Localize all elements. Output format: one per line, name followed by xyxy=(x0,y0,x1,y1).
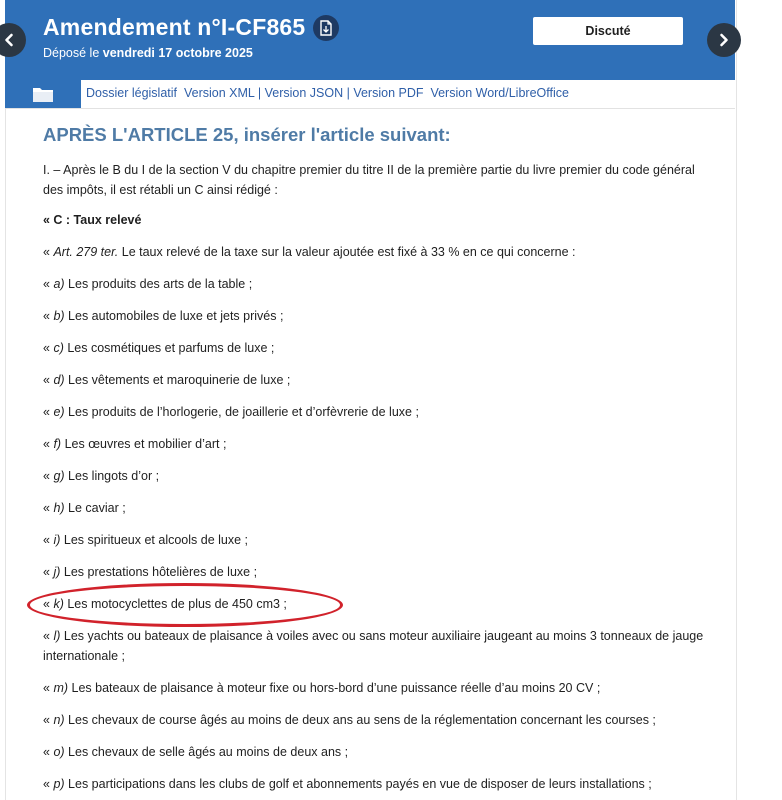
link-version-word[interactable]: Version Word/LibreOffice xyxy=(430,86,569,100)
list-item-text: Les chevaux de selle âgés au moins de deux ans ; xyxy=(68,745,349,759)
quote-mark: « xyxy=(43,245,54,259)
list-item xyxy=(43,626,711,666)
folder-button[interactable] xyxy=(5,80,81,108)
article-text: Le taux relevé de la taxe sur la valeur ajoutée est fixé à 33 % en ce qui concerne : xyxy=(118,245,576,259)
list-item xyxy=(43,338,711,358)
list-item-marker: d) xyxy=(53,373,65,387)
list-item-marker: h) xyxy=(53,501,65,515)
quote-mark: « xyxy=(43,597,54,611)
section-title-text: « C : Taux relevé xyxy=(43,213,142,227)
list-item-text: Le caviar ; xyxy=(68,501,126,515)
list-item-text: Les participations dans les clubs de golf et abonnements payés en vue de disposer de leurs installations ; xyxy=(68,777,652,791)
list-item xyxy=(43,434,711,454)
list-item-text: Les vêtements et maroquinerie de luxe ; xyxy=(68,373,291,387)
pdf-download-icon[interactable] xyxy=(313,15,339,41)
list-item-marker: e) xyxy=(53,405,65,419)
list-item-text: Les cosmétiques et parfums de luxe ; xyxy=(67,341,275,355)
list-item-text: Les automobiles de luxe et jets privés ; xyxy=(68,309,284,323)
list-item-marker: i) xyxy=(53,533,61,547)
list-item xyxy=(43,562,711,582)
quote-mark: « xyxy=(43,405,54,419)
link-version-xml[interactable]: Version XML xyxy=(183,86,255,100)
list-item xyxy=(43,774,711,794)
quote-mark: « xyxy=(43,777,54,791)
quote-mark: « xyxy=(43,309,54,323)
folder-icon xyxy=(32,85,54,103)
deposit-date-value: vendredi 17 octobre 2025 xyxy=(102,46,253,60)
list-item xyxy=(43,402,711,422)
list-item-marker: a) xyxy=(53,277,65,291)
article-label: Art. 279 ter. xyxy=(53,245,119,259)
quote-mark: « xyxy=(43,713,54,727)
list-item-marker: n) xyxy=(53,713,65,727)
list-item xyxy=(43,306,711,326)
status-button[interactable]: Discuté xyxy=(533,17,683,45)
list-item-text: Les lingots d’or ; xyxy=(68,469,160,483)
quote-mark: « xyxy=(43,629,54,643)
quote-mark: « xyxy=(43,341,54,355)
list-item xyxy=(43,710,711,730)
quote-mark: « xyxy=(43,565,54,579)
list-item xyxy=(43,466,711,486)
version-links xyxy=(86,86,569,100)
quote-mark: « xyxy=(43,373,54,387)
link-separator: | xyxy=(257,86,262,100)
list-item-marker: b) xyxy=(53,309,65,323)
chevron-left-icon xyxy=(2,33,16,47)
quote-mark: « xyxy=(43,277,54,291)
list-item-text: Les spiritueux et alcools de luxe ; xyxy=(63,533,249,547)
list-item xyxy=(43,742,711,762)
link-version-json[interactable]: Version JSON xyxy=(264,86,344,100)
section-title xyxy=(43,210,711,230)
list-item-text: Les chevaux de course âgés au moins de deux ans au sens de la réglementation concernant les courses ; xyxy=(68,713,656,727)
list-item-marker: g) xyxy=(53,469,65,483)
list-item-text: Les produits des arts de la table ; xyxy=(68,277,253,291)
list-item-marker: m) xyxy=(53,681,69,695)
quote-mark: « xyxy=(43,533,54,547)
document-links-bar xyxy=(5,80,735,109)
list-item-text: Les produits de l’horlogerie, de joaillerie et d’orfèvrerie de luxe ; xyxy=(68,405,419,419)
list-item-text: Les motocyclettes de plus de 450 cm3 ; xyxy=(67,597,287,611)
list-item-marker: j) xyxy=(53,565,61,579)
list-item xyxy=(43,594,711,614)
quote-mark: « xyxy=(43,501,54,515)
chevron-right-icon xyxy=(717,33,731,47)
list-item xyxy=(43,530,711,550)
list-item-text: Les prestations hôtelières de luxe ; xyxy=(63,565,258,579)
list-item xyxy=(43,498,711,518)
link-version-pdf[interactable]: Version PDF xyxy=(353,86,424,100)
list-item-marker: f) xyxy=(53,437,62,451)
page-title: Amendement n°I-CF865 xyxy=(43,14,306,40)
list-item-marker: p) xyxy=(53,777,65,791)
amendment-header xyxy=(5,0,735,80)
next-amendment-button[interactable] xyxy=(707,23,741,57)
list-item xyxy=(43,274,711,294)
list-item-text: Les yachts ou bateaux de plaisance à voiles avec ou sans moteur auxiliaire jaugeant au moins 3 tonneaux de jauge internationale ; xyxy=(43,629,704,663)
deposit-prefix: Déposé le xyxy=(43,46,100,60)
link-separator: | xyxy=(346,86,350,100)
quote-mark: « xyxy=(43,437,54,451)
article-intro xyxy=(43,242,711,262)
quote-mark: « xyxy=(43,469,54,483)
list-item-text: Les œuvres et mobilier d’art ; xyxy=(64,437,227,451)
link-dossier-legislatif[interactable]: Dossier législatif xyxy=(86,86,178,100)
list-item-marker: o) xyxy=(53,745,65,759)
quote-mark: « xyxy=(43,745,54,759)
list-item xyxy=(43,678,711,698)
amendment-heading: APRÈS L'ARTICLE 25, insérer l'article suivant: xyxy=(43,124,451,145)
list-item-marker: l) xyxy=(53,629,61,643)
title-row xyxy=(43,14,339,41)
list-item-text: Les bateaux de plaisance à moteur fixe ou hors-bord d’une puissance réelle d’au moins 20 CV ; xyxy=(71,681,601,695)
list-item-marker: k) xyxy=(53,597,64,611)
intro-paragraph: I. – Après le B du I de la section V du chapitre premier du titre II de la première partie du livre premier du code général des impôts, il est rétabli un C ainsi rédigé : xyxy=(43,163,695,197)
quote-mark: « xyxy=(43,681,54,695)
deposit-date xyxy=(43,46,253,60)
list-item xyxy=(43,370,711,390)
list-item-marker: c) xyxy=(53,341,64,355)
